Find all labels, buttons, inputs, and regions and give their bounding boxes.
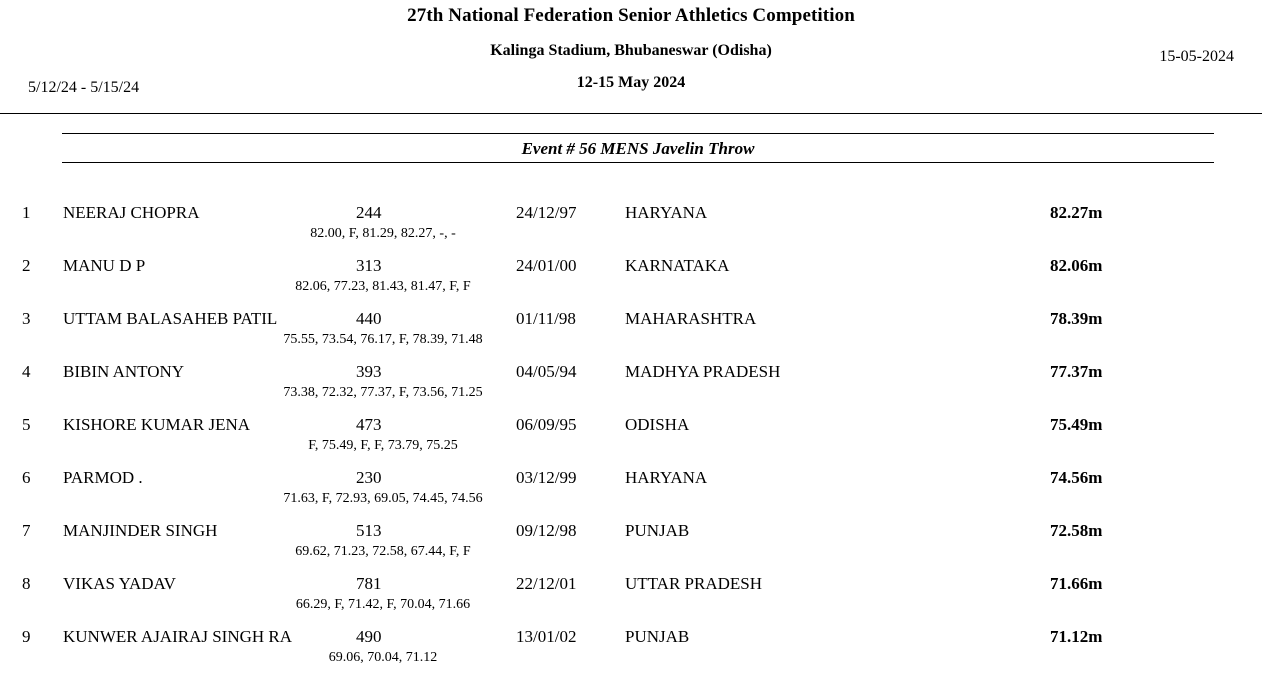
result-team: HARYANA — [625, 468, 708, 487]
result-place: 5 — [22, 415, 31, 434]
result-dob: 24/12/97 — [516, 203, 577, 222]
table-row — [0, 574, 1262, 627]
result-bib: 440 — [356, 309, 382, 328]
result-dob: 13/01/02 — [516, 627, 577, 646]
table-row — [0, 521, 1262, 574]
table-row — [0, 203, 1262, 256]
result-athlete-name: PARMOD . — [63, 468, 143, 487]
result-team: PUNJAB — [625, 627, 690, 646]
result-bib: 230 — [356, 468, 382, 487]
result-mark: 71.12m — [1050, 627, 1103, 646]
result-athlete-name: VIKAS YADAV — [63, 574, 176, 593]
result-athlete-name: UTTAM BALASAHEB PATIL — [63, 309, 278, 328]
result-athlete-name: NEERAJ CHOPRA — [63, 203, 200, 222]
result-athlete-name: KISHORE KUMAR JENA — [63, 415, 251, 434]
result-bib: 473 — [356, 415, 382, 434]
result-dob: 04/05/94 — [516, 362, 577, 381]
result-attempts: 66.29, F, 71.42, F, 70.04, 71.66 — [295, 597, 471, 612]
competition-dates: 5/12/24 - 5/15/24 — [28, 79, 140, 96]
result-place: 2 — [22, 256, 31, 275]
result-mark: 75.49m — [1050, 415, 1103, 434]
result-attempts: 82.06, 77.23, 81.43, 81.47, F, F — [295, 279, 471, 294]
page-title: 27th National Federation Senior Athletics Competition — [407, 5, 855, 26]
result-team: HARYANA — [625, 203, 708, 222]
result-bib: 490 — [356, 627, 382, 646]
document-page — [0, 5, 1262, 671]
result-mark: 78.39m — [1050, 309, 1103, 328]
result-athlete-name: BIBIN ANTONY — [63, 362, 185, 381]
result-bib: 393 — [356, 362, 382, 381]
result-dob: 03/12/99 — [516, 468, 577, 487]
result-team: PUNJAB — [625, 521, 690, 540]
result-place: 8 — [22, 574, 31, 593]
event-divider-bottom — [62, 162, 1214, 163]
result-attempts: 69.06, 70.04, 71.12 — [328, 650, 438, 665]
result-team: MADHYA PRADESH — [625, 362, 781, 381]
result-place: 7 — [22, 521, 31, 540]
result-place: 6 — [22, 468, 31, 487]
result-bib: 244 — [356, 203, 382, 222]
event-date-range: 12-15 May 2024 — [576, 74, 686, 91]
result-attempts: 69.62, 71.23, 72.58, 67.44, F, F — [295, 544, 471, 559]
venue-line: Kalinga Stadium, Bhubaneswar (Odisha) — [490, 42, 772, 59]
result-bib: 513 — [356, 521, 382, 540]
result-athlete-name: MANJINDER SINGH — [63, 521, 218, 540]
table-row — [0, 468, 1262, 521]
result-attempts: F, 75.49, F, F, 73.79, 75.25 — [308, 438, 458, 453]
event-header — [62, 133, 1214, 163]
result-bib: 313 — [356, 256, 382, 275]
table-row — [0, 415, 1262, 468]
result-dob: 22/12/01 — [516, 574, 577, 593]
result-dob: 06/09/95 — [516, 415, 577, 434]
result-place: 9 — [22, 627, 31, 646]
result-mark: 77.37m — [1050, 362, 1103, 381]
table-row — [0, 362, 1262, 415]
result-mark: 74.56m — [1050, 468, 1103, 487]
result-team: MAHARASHTRA — [625, 309, 757, 328]
event-title: Event # 56 MENS Javelin Throw — [521, 139, 755, 158]
result-mark: 71.66m — [1050, 574, 1103, 593]
result-mark: 82.27m — [1050, 203, 1103, 222]
result-bib: 781 — [356, 574, 382, 593]
result-attempts: 73.38, 72.32, 77.37, F, 73.56, 71.25 — [283, 385, 483, 400]
result-place: 4 — [22, 362, 31, 381]
table-row — [0, 627, 1262, 680]
result-team: KARNATAKA — [625, 256, 730, 275]
table-row — [0, 309, 1262, 362]
result-team: UTTAR PRADESH — [625, 574, 763, 593]
result-dob: 09/12/98 — [516, 521, 577, 540]
result-athlete-name: KUNWER AJAIRAJ SINGH RA — [63, 627, 293, 646]
result-place: 3 — [22, 309, 31, 328]
result-place: 1 — [22, 203, 31, 222]
header-divider — [0, 113, 1262, 114]
result-dob: 24/01/00 — [516, 256, 577, 275]
result-attempts: 71.63, F, 72.93, 69.05, 74.45, 74.56 — [283, 491, 483, 506]
result-mark: 72.58m — [1050, 521, 1103, 540]
results-list — [0, 203, 1262, 680]
result-attempts: 75.55, 73.54, 76.17, F, 78.39, 71.48 — [283, 332, 483, 347]
result-mark: 82.06m — [1050, 256, 1103, 275]
result-athlete-name: MANU D P — [63, 256, 146, 275]
table-row — [0, 256, 1262, 309]
print-date: 15-05-2024 — [1159, 48, 1234, 65]
result-attempts: 82.00, F, 81.29, 82.27, -, - — [310, 226, 456, 241]
result-team: ODISHA — [625, 415, 690, 434]
result-dob: 01/11/98 — [516, 309, 576, 328]
